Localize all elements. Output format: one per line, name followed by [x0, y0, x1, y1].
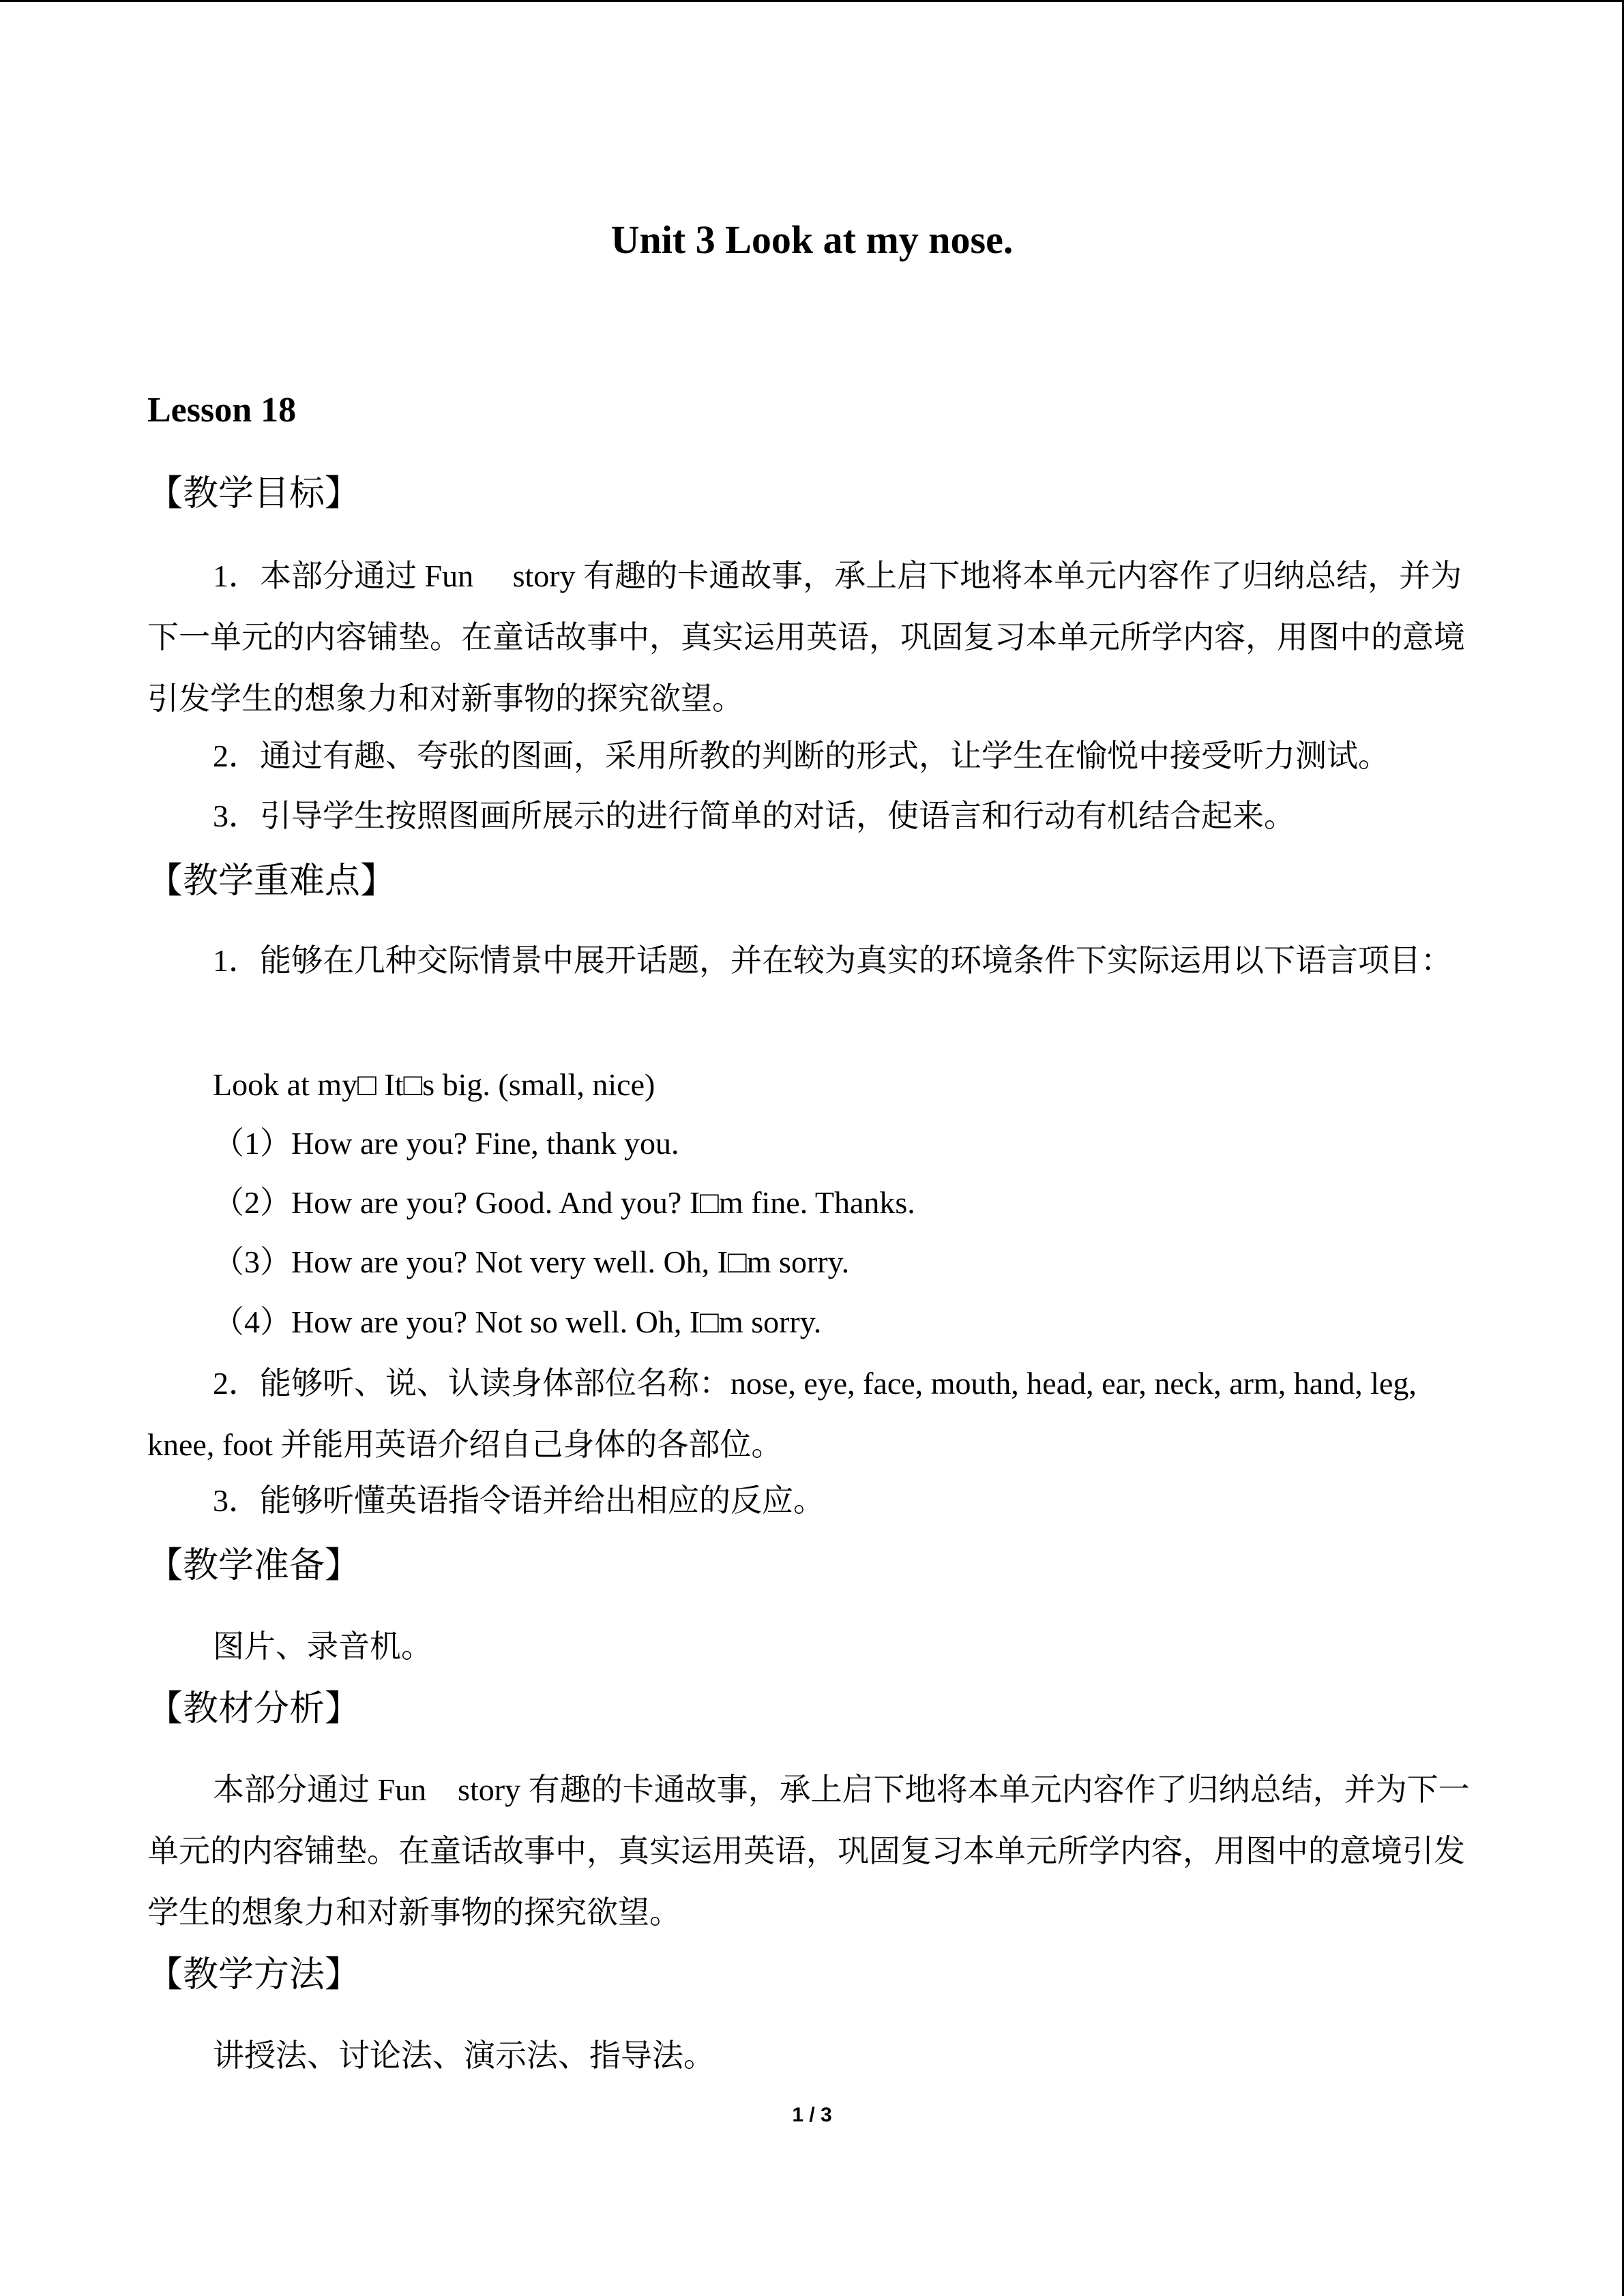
objectives-paragraph-1: 1．本部分通过 Fun story 有趣的卡通故事，承上启下地将本单元内容作了归纳总结，并为下一单元的内容铺垫。在童话故事中，真实运用英语，巩固复习本单元所学内容，用图中的意境引发学生的想象力和对新事物的探究欲望。	[147, 558, 1465, 716]
lesson-heading: Lesson 18	[147, 391, 297, 430]
key-points-paragraph-1: 1．能够在几种交际情景中展开话题，并在较为真实的环境条件下实际运用以下语言项目：	[213, 943, 1452, 978]
key-points-paragraph-3: 3．能够听懂英语指令语并给出相应的反应。	[213, 1483, 825, 1518]
section-heading-methods: 【教学方法】	[147, 1954, 361, 1995]
page-number: 1 / 3	[792, 2104, 832, 2126]
section-heading-preparation: 【教学准备】	[147, 1545, 361, 1586]
analysis-paragraph: 本部分通过 Fun story 有趣的卡通故事，承上启下地将本单元内容作了归纳总结，并为下一单元的内容铺垫。在童话故事中，真实运用英语，巩固复习本单元所学内容，用图中的意境引发学生的想象力和对新事物的探究欲望。	[147, 1772, 1470, 1930]
section-heading-objectives: 【教学目标】	[147, 473, 361, 514]
objectives-paragraph-3: 3．引导学生按照图画所展示的进行简单的对话，使语言和行动有机结合起来。	[213, 799, 1295, 833]
objectives-paragraph-2: 2．通过有趣、夸张的图画，采用所教的判断的形式，让学生在愉悦中接受听力测试。	[213, 739, 1389, 773]
dialogue-line-1: （1）How are you? Fine, thank you.	[213, 1126, 679, 1161]
key-points-example: Look at my□ It□s big. (small, nice)	[213, 1067, 655, 1102]
page-border-top	[0, 0, 1624, 2]
section-heading-key-points: 【教学重难点】	[147, 861, 396, 901]
dialogue-line-3: （3）How are you? Not very well. Oh, I□m sorry.	[213, 1244, 850, 1279]
key-points-paragraph-2: 2．能够听、说、认读身体部位名称：nose, eye, face, mouth, head, ear, neck, arm, hand, leg, knee, foot 并能用英语介绍自己身体的各部位。	[147, 1366, 1417, 1462]
preparation-paragraph: 图片、录音机。	[213, 1629, 432, 1664]
methods-paragraph: 讲授法、讨论法、演示法、指导法。	[213, 2038, 715, 2073]
section-heading-analysis: 【教材分析】	[147, 1688, 361, 1729]
document-title: Unit 3 Look at my nose.	[610, 218, 1014, 262]
dialogue-line-2: （2）How are you? Good. And you? I□m fine. Thanks.	[213, 1185, 915, 1220]
dialogue-line-4: （4）How are you? Not so well. Oh, I□m sorry.	[213, 1304, 822, 1339]
